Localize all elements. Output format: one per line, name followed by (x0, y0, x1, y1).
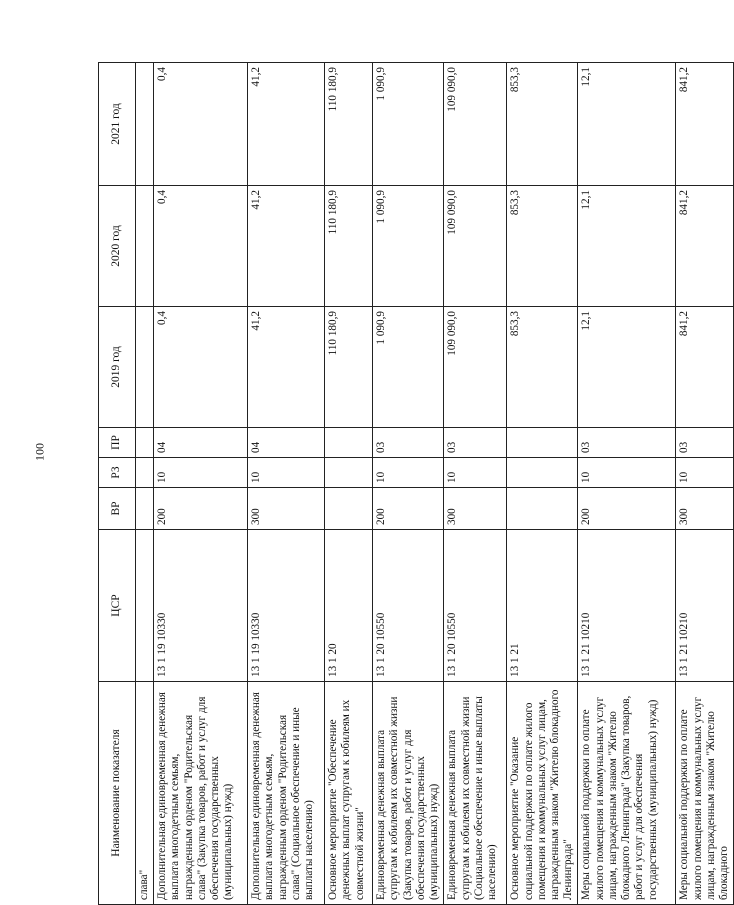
header-2021: 2021 год (99, 63, 136, 186)
cell-vr: 300 (444, 488, 507, 530)
cell-2019: 41,2 (248, 307, 325, 428)
cell-pr: 04 (248, 428, 325, 458)
cell-name: Основное мероприятие "Оказание социальной поддержки по оплате жилого помещения и коммунальных услуг лицам, награжденным знаком "Жителю блокадного Ленинграда" (507, 682, 578, 905)
cell-csr: 13 1 19 10330 (154, 530, 248, 682)
cell-pr: 03 (373, 428, 444, 458)
cell-2021: 109 090,0 (444, 63, 507, 186)
cell-csr: 13 1 20 (325, 530, 373, 682)
cell-csr (136, 530, 154, 682)
cell-vr: 200 (373, 488, 444, 530)
header-rz: РЗ (99, 458, 136, 488)
cell-2019: 1 090,9 (373, 307, 444, 428)
cell-rz: 10 (676, 458, 734, 488)
header-2019: 2019 год (99, 307, 136, 428)
cell-2019: 853,3 (507, 307, 578, 428)
cell-pr: 03 (578, 428, 676, 458)
cell-vr: 200 (154, 488, 248, 530)
table-row (154, 63, 248, 905)
cell-2020 (136, 186, 154, 307)
cell-2020: 853,3 (507, 186, 578, 307)
table-row (248, 63, 325, 905)
cell-csr: 13 1 21 (507, 530, 578, 682)
cell-csr: 13 1 21 10210 (578, 530, 676, 682)
cell-vr: 300 (248, 488, 325, 530)
cell-2019 (136, 307, 154, 428)
cell-2021: 110 180,9 (325, 63, 373, 186)
cell-pr: 04 (154, 428, 248, 458)
table-row (444, 63, 507, 905)
header-pr: ПР (99, 428, 136, 458)
cell-vr (325, 488, 373, 530)
cell-name: Меры социальной поддержки по оплате жилого помещения и коммунальных услуг лицам, награжденным знаком "Жителю блокадного Ленинграда" (Закупка товаров, работ и услуг для обеспечения государственных (муниципальных) нужд) (578, 682, 676, 905)
cell-vr: 200 (578, 488, 676, 530)
cell-pr (136, 428, 154, 458)
cell-vr (507, 488, 578, 530)
cell-vr (136, 488, 154, 530)
cell-name: Единовременная денежная выплата супругам к юбилеям их совместной жизни (Социальное обеспечение и иные выплаты населению) (444, 682, 507, 905)
header-2020: 2020 год (99, 186, 136, 307)
cell-csr: 13 1 20 10550 (444, 530, 507, 682)
cell-name: слава" (136, 682, 154, 905)
cell-csr: 13 1 19 10330 (248, 530, 325, 682)
cell-rz (136, 458, 154, 488)
cell-2021: 41,2 (248, 63, 325, 186)
table-row (373, 63, 444, 905)
cell-rz: 10 (444, 458, 507, 488)
cell-pr: 03 (676, 428, 734, 458)
cell-2020: 109 090,0 (444, 186, 507, 307)
cell-name: Дополнительная единовременная денежная выплата многодетным семьям, награжденным орденом "Родительская слава" (Социальное обеспечение и иные выплаты населению) (248, 682, 325, 905)
cell-2019: 109 090,0 (444, 307, 507, 428)
cell-vr: 300 (676, 488, 734, 530)
cell-pr (325, 428, 373, 458)
cell-2021: 0,4 (154, 63, 248, 186)
table-row (325, 63, 373, 905)
cell-2021 (136, 63, 154, 186)
table-row (676, 63, 734, 905)
page-number: 100 (32, 443, 47, 461)
table-row (136, 63, 154, 905)
cell-rz: 10 (373, 458, 444, 488)
cell-2020: 12,1 (578, 186, 676, 307)
cell-name: Единовременная денежная выплата супругам к юбилеям их совместной жизни (Закупка товаров, работ и услуг для обеспечения государственных (муниципальных) нужд) (373, 682, 444, 905)
cell-2020: 0,4 (154, 186, 248, 307)
cell-2019: 841,2 (676, 307, 734, 428)
cell-2021: 1 090,9 (373, 63, 444, 186)
cell-2020: 110 180,9 (325, 186, 373, 307)
cell-csr: 13 1 20 10550 (373, 530, 444, 682)
cell-2019: 0,4 (154, 307, 248, 428)
cell-rz (325, 458, 373, 488)
cell-2019: 12,1 (578, 307, 676, 428)
cell-name: Меры социальной поддержки по оплате жилого помещения и коммунальных услуг лицам, награжденным знаком "Жителю блокадного (676, 682, 734, 905)
cell-rz (507, 458, 578, 488)
cell-2019: 110 180,9 (325, 307, 373, 428)
table-row (507, 63, 578, 905)
cell-2020: 841,2 (676, 186, 734, 307)
cell-csr: 13 1 21 10210 (676, 530, 734, 682)
cell-2021: 853,3 (507, 63, 578, 186)
cell-2020: 1 090,9 (373, 186, 444, 307)
table-header-row (99, 63, 136, 905)
cell-pr (507, 428, 578, 458)
cell-2021: 12,1 (578, 63, 676, 186)
header-vr: ВР (99, 488, 136, 530)
header-name: Наименование показателя (99, 682, 136, 905)
header-csr: ЦСР (99, 530, 136, 682)
table-row (578, 63, 676, 905)
cell-name: Дополнительная единовременная денежная выплата многодетным семьям, награжденным орденом "Родительская слава" (Закупка товаров, работ и услуг для обеспечения государственных (муниципальных) нужд) (154, 682, 248, 905)
cell-rz: 10 (248, 458, 325, 488)
cell-2020: 41,2 (248, 186, 325, 307)
cell-rz: 10 (154, 458, 248, 488)
budget-table-rotated (98, 63, 731, 905)
cell-name: Основное мероприятие "Обеспечение денежных выплат супругам к юбилеям их совместной жизни" (325, 682, 373, 905)
cell-rz: 10 (578, 458, 676, 488)
budget-table (98, 62, 734, 905)
cell-pr: 03 (444, 428, 507, 458)
cell-2021: 841,2 (676, 63, 734, 186)
